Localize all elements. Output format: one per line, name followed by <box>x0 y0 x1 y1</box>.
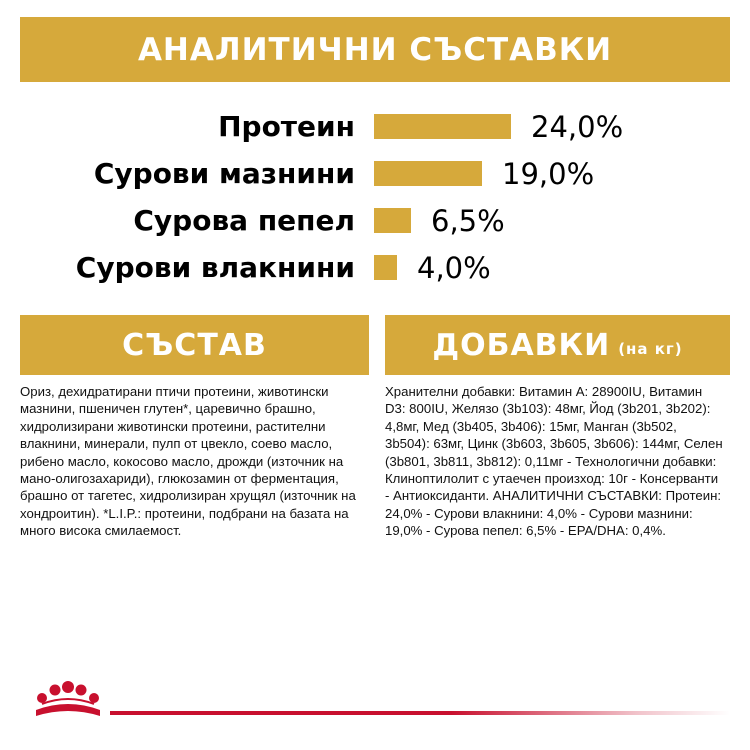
analytical-constituents-header <box>20 17 730 82</box>
nutrient-value: 19,0% <box>502 157 595 191</box>
additives-header <box>385 315 730 375</box>
nutrient-bar <box>374 114 511 139</box>
nutrient-bar <box>374 255 397 280</box>
footer-divider <box>110 711 730 715</box>
royal-crown-icon <box>28 668 108 728</box>
nutrient-label: Протеин <box>218 110 355 143</box>
nutrient-row <box>0 198 750 244</box>
nutrient-label: Сурови влакнини <box>75 251 355 284</box>
composition-title: СЪСТАВ <box>122 327 267 363</box>
nutrient-row <box>0 151 750 197</box>
composition-header <box>20 315 369 375</box>
nutrient-value: 24,0% <box>531 110 624 144</box>
nutrient-value: 6,5% <box>431 204 505 238</box>
nutrient-bar <box>374 161 482 186</box>
additives-text: Хранителни добавки: Витамин А: 28900IU, Витамин D3: 800IU, Желязо (3b103): 48мг, Йод (3b201, 3b202): 4,8мг, Мед (3b405, 3b406): 15мг, Манган (3b502, 3b504): 63мг, Цинк (3b603, 3b605, 3b606): 144мг, Селен (3b801, 3b811, 3b812): 0,11мг - Технологични добавки: Клиноптилолит с утаечен произход: 10г - Консерванти - Антиоксиданти. АНАЛИТИЧНИ СЪСТАВКИ: Протеин: 24,0% - Сурови влакнини: 4,0% - Сурови мазнини: 19,0% - Сурова пепел: 6,5% - EPA/DHA: 0,4%. <box>385 384 723 539</box>
nutrient-label: Сурови мазнини <box>93 157 355 190</box>
additives-title: ДОБАВКИ <box>432 327 611 363</box>
nutrient-row <box>0 104 750 150</box>
nutrient-row <box>0 245 750 291</box>
nutrient-value: 4,0% <box>417 251 491 285</box>
analytical-constituents-title: АНАЛИТИЧНИ СЪСТАВКИ <box>137 31 613 68</box>
nutrient-bar <box>374 208 411 233</box>
nutrient-label: Сурова пепел <box>133 204 355 237</box>
additives-unit: (на кг) <box>618 340 683 358</box>
composition-text: Ориз, дехидратирани птичи протеини, животински мазнини, пшеничен глутен*, царевично брашно, хидролизирани животински протеини, растителни влакнини, минерали, пулп от цвекло, соево масло, рибено масло, кокосово масло, дрожди (източник на мано-олигозахариди), глюкозамин от ферментация, брашно от тагетес, хидролизиран хрущял (източник на хондроитин). *L.I.P.: протеини, подбрани на базата на много висока смилаемост. <box>20 384 356 539</box>
